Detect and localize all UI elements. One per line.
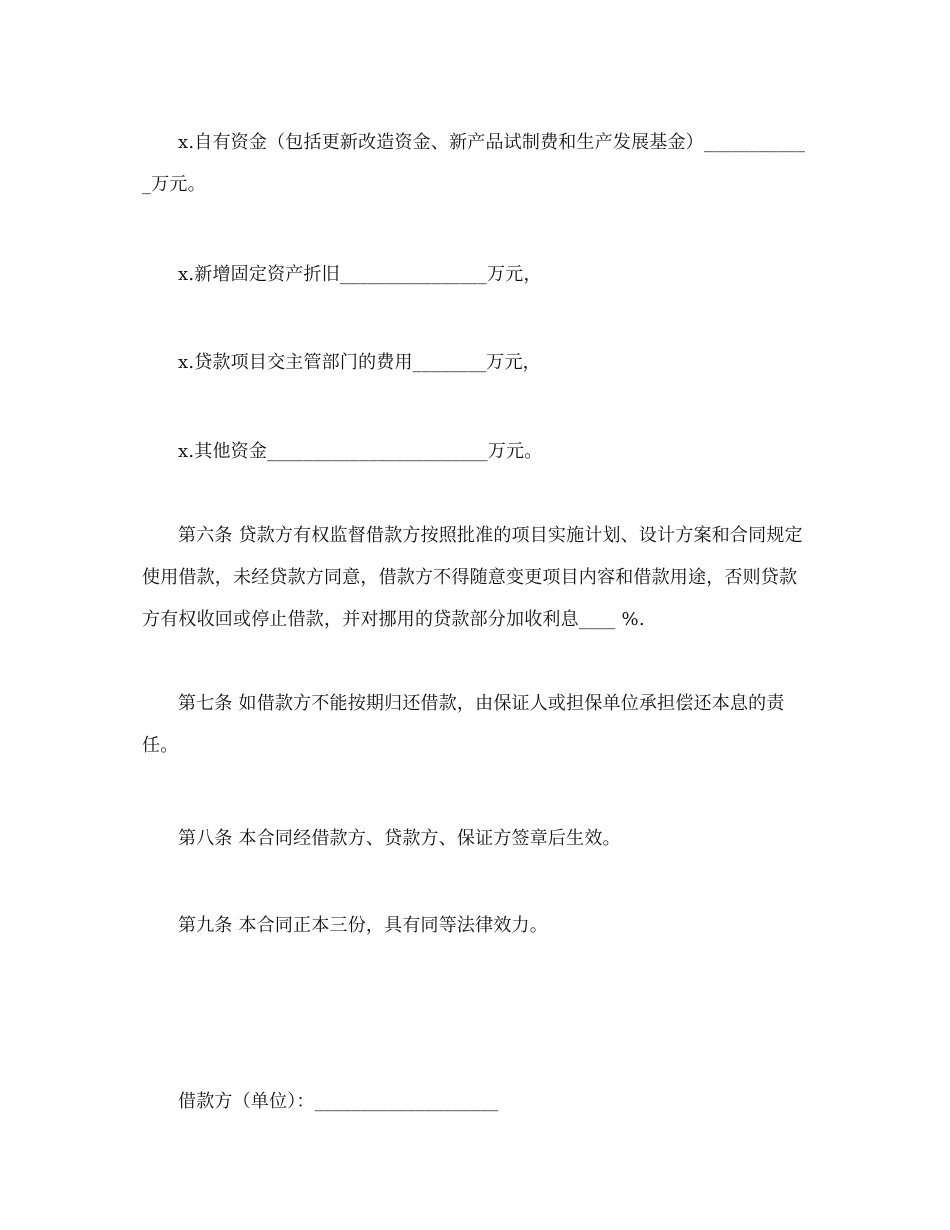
paragraph-fixed-asset-depreciation: x.新增固定资产折旧________________万元， — [178, 264, 542, 285]
article-8: 第八条 本合同经借款方、贷款方、保证方签章后生效。 — [178, 828, 621, 849]
article-9: 第九条 本合同正本三份，具有同等法律效力。 — [178, 915, 548, 936]
borrower-signature-line: 借款方（单位）：____________________ — [178, 1091, 499, 1112]
paragraph-department-fees: x.贷款项目交主管部门的费用________万元， — [178, 352, 541, 373]
paragraph-own-funds: x.自有资金（包括更新改造资金、新产品试制费和生产发展基金）____________万元。 — [142, 132, 806, 195]
paragraph-other-funds: x.其他资金________________________万元。 — [178, 441, 543, 462]
article-7: 第七条 如借款方不能按期归还借款，由保证人或担保单位承担偿还本息的责任。 — [142, 693, 785, 756]
article-6: 第六条 贷款方有权监督借款方按照批准的项目实施计划、设计方案和合同规定使用借款，未经贷款方同意，借款方不得随意变更项目内容和借款用途，否则贷款方有权收回或停止借款，并对挪用的贷款部分加收利息____ %. — [142, 525, 803, 630]
